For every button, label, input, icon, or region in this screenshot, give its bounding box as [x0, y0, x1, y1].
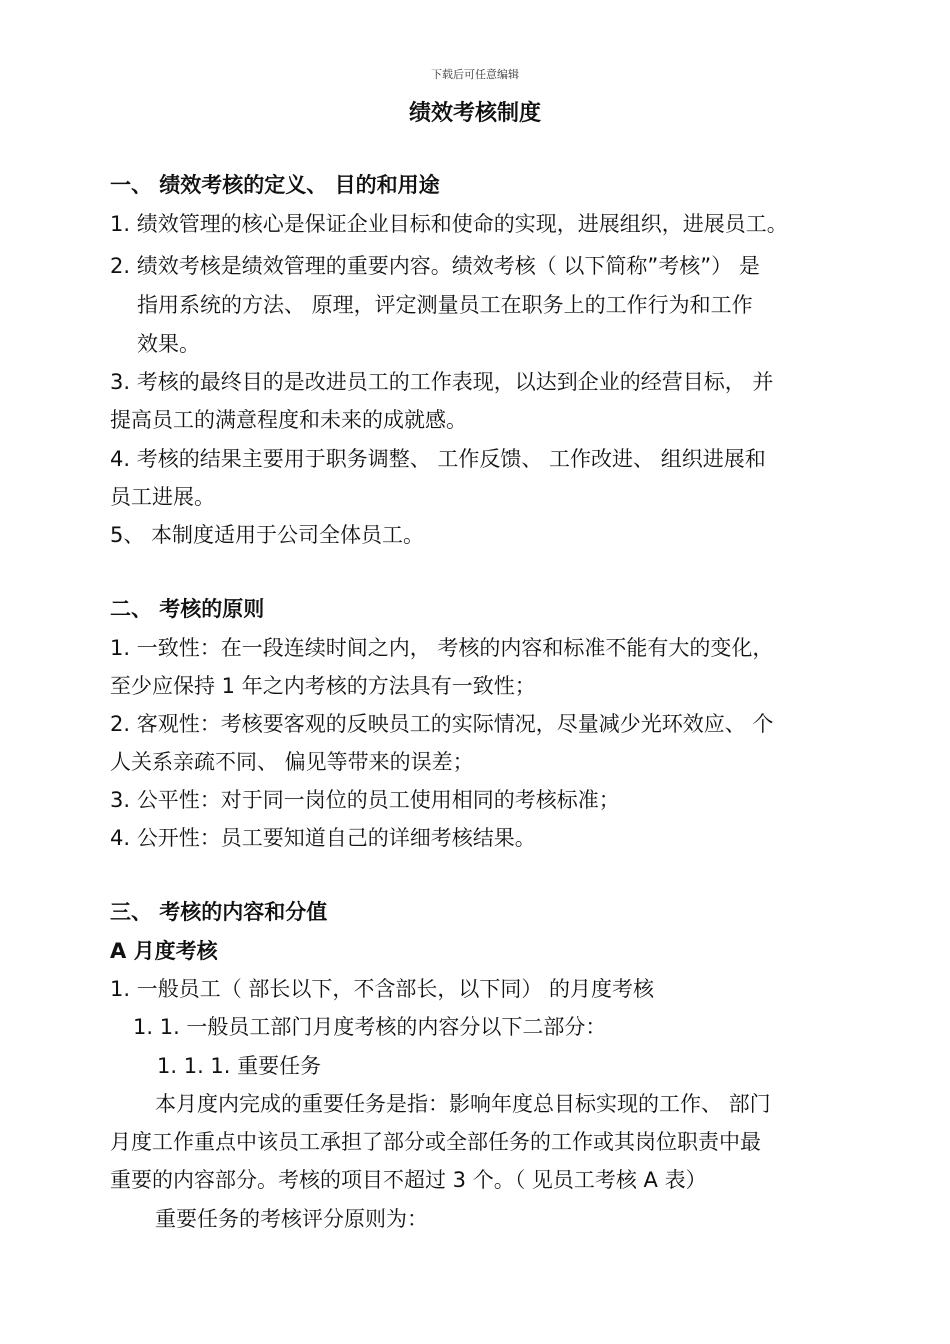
paragraph-line: 3. 公平性：对于同一岗位的员工使用相同的考核标准； [110, 788, 620, 812]
paragraph-line: 重要任务的考核评分原则为： [155, 1207, 428, 1231]
paragraph-line: 至少应保持 1 年之内考核的方法具有一致性； [110, 674, 536, 698]
header-note: 下载后可任意编辑 [431, 68, 519, 81]
section-heading-1: 一、 绩效考核的定义、 目的和用途 [110, 173, 440, 197]
paragraph-line: 1. 一致性：在一段连续时间之内， 考核的内容和标准不能有大的变化， [110, 636, 774, 660]
paragraph-line: 1. 1. 一般员工部门月度考核的内容分以下二部分： [133, 1015, 607, 1039]
paragraph-line: 3. 考核的最终目的是改进员工的工作表现，以达到企业的经营目标， 并 [110, 370, 774, 394]
document-title: 绩效考核制度 [408, 101, 541, 126]
sub-heading: A 月度考核 [110, 939, 218, 963]
paragraph-line: 2. 客观性：考核要客观的反映员工的实际情况，尽量减少光环效应、 个 [110, 712, 774, 736]
paragraph-line: 5、 本制度适用于公司全体员工。 [110, 523, 425, 547]
paragraph-line: 1. 1. 1. 重要任务 [157, 1054, 322, 1078]
paragraph-line: 4. 公开性：员工要知道自己的详细考核结果。 [110, 826, 536, 850]
paragraph-line: 2. 绩效考核是绩效管理的重要内容。绩效考核（ 以下简称”考核”） 是 [110, 254, 760, 278]
paragraph-line: 1. 一般员工（ 部长以下，不含部长，以下同） 的月度考核 [110, 977, 655, 1001]
paragraph-line: 本月度内完成的重要任务是指：影响年度总目标实现的工作、 部门 [155, 1092, 771, 1116]
paragraph-line: 重要的内容部分。考核的项目不超过 3 个。（ 见员工考核 A 表） [110, 1168, 707, 1192]
section-heading-3: 三、 考核的内容和分值 [110, 900, 328, 924]
paragraph-line: 月度工作重点中该员工承担了部分或全部任务的工作或其岗位职责中最 [110, 1130, 761, 1154]
paragraph-line: 1. 绩效管理的核心是保证企业目标和使命的实现，进展组织，进展员工。 [110, 212, 788, 236]
paragraph-line: 员工进展。 [110, 485, 215, 509]
section-heading-2: 二、 考核的原则 [110, 597, 265, 621]
paragraph-line: 人关系亲疏不同、 偏见等带来的误差； [110, 750, 474, 774]
paragraph-line: 效果。 [137, 332, 200, 356]
paragraph-line: 指用系统的方法、 原理，评定测量员工在职务上的工作行为和工作 [137, 293, 753, 317]
paragraph-line: 提高员工的满意程度和未来的成就感。 [110, 408, 467, 432]
paragraph-line: 4. 考核的结果主要用于职务调整、 工作反馈、 工作改进、 组织进展和 [110, 447, 766, 471]
